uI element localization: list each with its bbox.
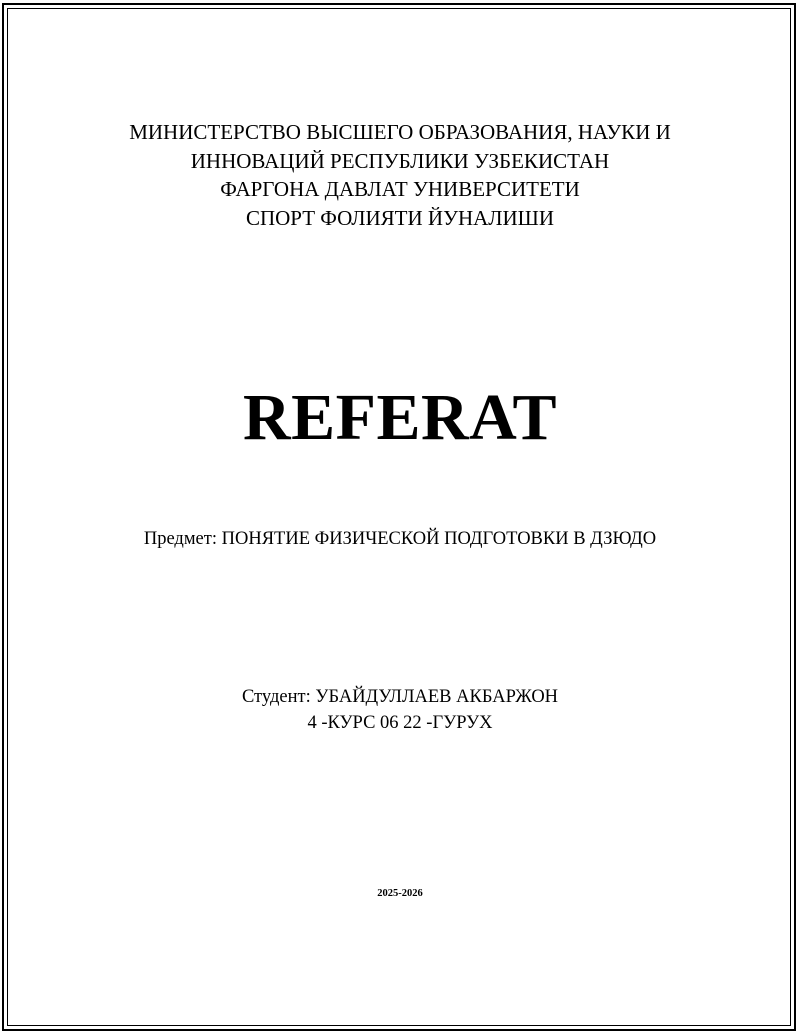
header-line-republic: ИННОВАЦИЙ РЕСПУБЛИКИ УЗБЕКИСТАН: [190, 148, 610, 173]
subject-label: Предмет:: [143, 529, 217, 549]
header-line-university: ФАРГОНА ДАВЛАТ УНИВЕРСИТЕТИ: [220, 177, 580, 201]
header-line-faculty: СПОРТ ФОЛИЯТИ ЙУНАЛИШИ: [245, 205, 555, 230]
institution-header: [0, 118, 800, 232]
subject-line: [0, 526, 800, 552]
student-block: [0, 684, 800, 736]
document-title: REFERAT: [243, 381, 557, 454]
academic-year: 2025-2026: [377, 888, 423, 899]
student-label: Студент:: [241, 687, 311, 707]
student-name: УБАЙДУЛЛАЕВ АКБАРЖОН: [315, 687, 559, 707]
header-line-ministry: МИНИСТЕРСТВО ВЫСШЕГО ОБРАЗОВАНИЯ, НАУКИ И: [129, 120, 671, 144]
student-line: [0, 684, 800, 710]
subject-value: ПОНЯТИЕ ФИЗИЧЕСКОЙ ПОДГОТОВКИ В ДЗЮДО: [221, 529, 657, 549]
student-group: 4 -КУРС 06 22 -ГУРУХ: [307, 713, 493, 733]
